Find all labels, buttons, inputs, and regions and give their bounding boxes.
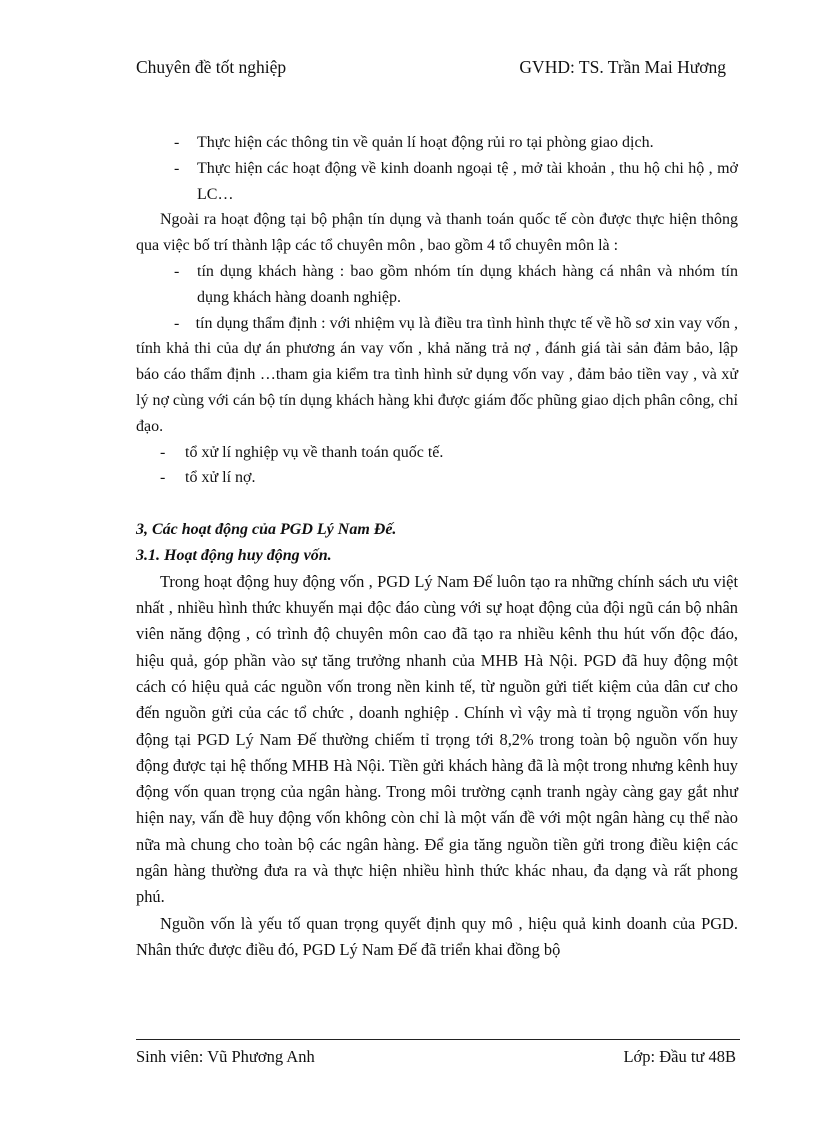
list-item-paragraph — [136, 311, 738, 440]
bullet-dash: - — [174, 159, 180, 177]
list-item-text: tín dụng thẩm định : với nhiệm vụ là điều tra tình hình thực tế về hồ sơ xin vay vốn , tính khả thi của dự án phương án vay vốn , khả năng trả nợ , đánh giá tài sản đảm bảo, lập báo cáo thẩm định …tham gia kiểm tra tình hình sử dụng vốn vay , đảm bảo tiền vay , và xử lý nợ cùng với cán bộ tín dụng khách hàng khi được giám đốc phũng giao dịch phân công, chỉ đạo. — [136, 314, 739, 435]
paragraph: Nguồn vốn là yếu tố quan trọng quyết định quy mô , hiệu quả kinh doanh của PGD. Nhân thức được điều đó, PGD Lý Nam Đế đã triển khai đồng bộ — [136, 913, 738, 959]
bullet-dash: - — [160, 443, 166, 461]
bullet-dash: - — [174, 262, 180, 280]
footer-class: Lớp: Đầu tư 48B — [623, 1047, 736, 1066]
list-item-text: tổ xử lí nợ. — [185, 469, 256, 487]
subsection-heading: 3.1. Hoạt động huy động vốn. — [136, 546, 332, 564]
list-item — [136, 259, 738, 311]
section-body — [136, 569, 738, 963]
footer-divider — [136, 1039, 740, 1040]
spacer — [136, 491, 738, 517]
page-header — [136, 57, 732, 81]
bullet-dash: - — [174, 134, 180, 151]
paragraph: Trong hoạt động huy động vốn , PGD Lý Nam Đế luôn tạo ra những chính sách ưu việt nhất , nhiều hình thức khuyến mại độc đáo cùng với sự hoạt động của đội ngũ cán bộ nhân viên năng động , có trình độ chuyên môn cao đã tạo ra nhiều kênh thu hút vốn độc đáo, hiệu quả, góp phần vào sự tăng trưởng nhanh của MHB Hà Nội. PGD đã huy động một cách có hiệu quả các nguồn vốn trong nền kinh tế, từ nguồn gửi tiết kiệm của dân cư cho đến nguồn gửi của các tổ chức , doanh nghiệp . Chính vì vậy mà tỉ trọng nguồn vốn huy động tại PGD Lý Nam Đế thường chiếm tỉ trọng tới 8,2% trong toàn bộ nguồn vốn huy động được tại hệ thống MHB Hà Nội. Tiền gửi khách hàng đã là một trong nhưng kênh huy động vốn quan trọng của ngân hàng. Trong môi trường cạnh tranh ngày càng gay gắt như hiện nay, vấn đề huy động vốn không còn chỉ là một vấn đề với một ngân hàng cụ thể nào nữa mà chung cho toàn bộ các ngân hàng. Để gia tăng nguồn tiền gửi trong điều kiện các ngân hàng thường đưa ra và thực hiện nhiều hình thức khác nhau, đa dạng và rất phong phú. — [136, 571, 738, 907]
section-heading: 3, Các hoạt động của PGD Lý Nam Đế. — [136, 521, 397, 539]
list-item — [136, 440, 738, 466]
paragraph: Ngoài ra hoạt động tại bộ phận tín dụng và thanh toán quốc tế còn được thực hiện thông qua việc bố trí thành lập các tổ chuyên môn , bao gồm 4 tổ chuyên môn là : — [136, 211, 738, 255]
list-item-text: tín dụng khách hàng : bao gồm nhóm tín dụng khách hàng cá nhân và nhóm tín dụng khách hàng doanh nghiệp. — [197, 262, 738, 306]
header-advisor: GVHD: TS. Trần Mai Hương — [519, 57, 726, 77]
bullet-dash: - — [174, 314, 196, 332]
footer-student: Sinh viên: Vũ Phương Anh — [136, 1047, 315, 1066]
list-item — [136, 130, 738, 156]
bullet-dash: - — [160, 469, 166, 487]
list-item — [136, 156, 738, 208]
page-body — [136, 130, 738, 963]
list-item-text: Thực hiện các hoạt động về kinh doanh ngoại tệ , mở tài khoản , thu hộ chi hộ , mở LC… — [197, 159, 738, 203]
list-item — [136, 465, 738, 491]
header-title: Chuyên đề tốt nghiệp — [136, 57, 287, 77]
list-item-text: tổ xử lí nghiệp vụ về thanh toán quốc tế. — [185, 443, 444, 461]
list-item-text: Thực hiện các thông tin về quản lí hoạt động rủi ro tại phòng giao dịch. — [197, 134, 654, 151]
